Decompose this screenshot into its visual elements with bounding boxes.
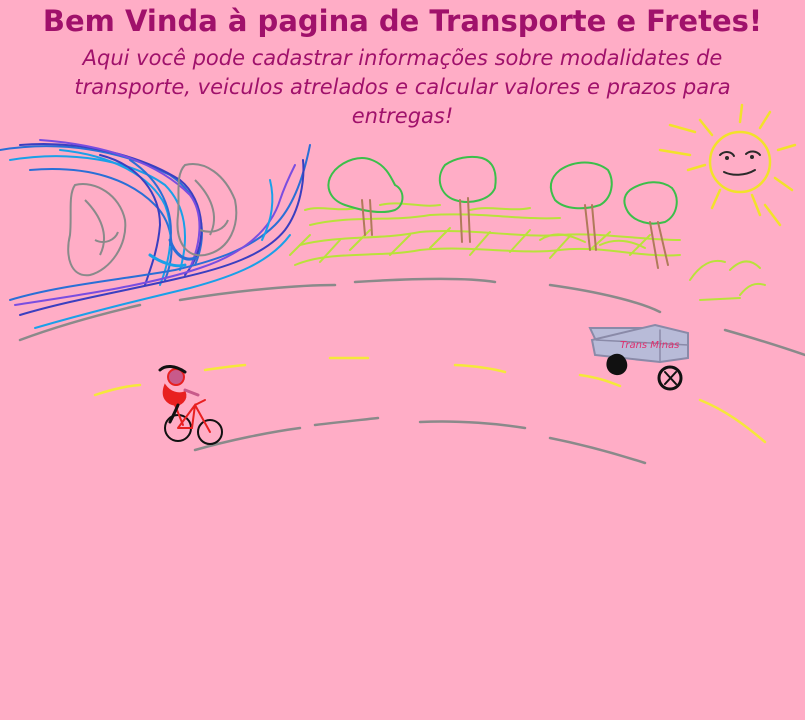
grass-icon — [290, 203, 765, 300]
road-icon — [20, 279, 805, 463]
sun-icon — [660, 105, 795, 225]
cyclist-icon — [160, 366, 222, 444]
page-title: Bem Vinda à pagina de Transporte e Fretes! — [42, 4, 763, 38]
page-subtitle: Aqui você pode cadastrar informações sobre modalidates de transporte, veiculos atrelados e calcular valores e prazos para entregas! — [74, 46, 731, 128]
truck-label: Trans Minas — [620, 340, 680, 351]
waterfall-icon — [0, 140, 310, 328]
